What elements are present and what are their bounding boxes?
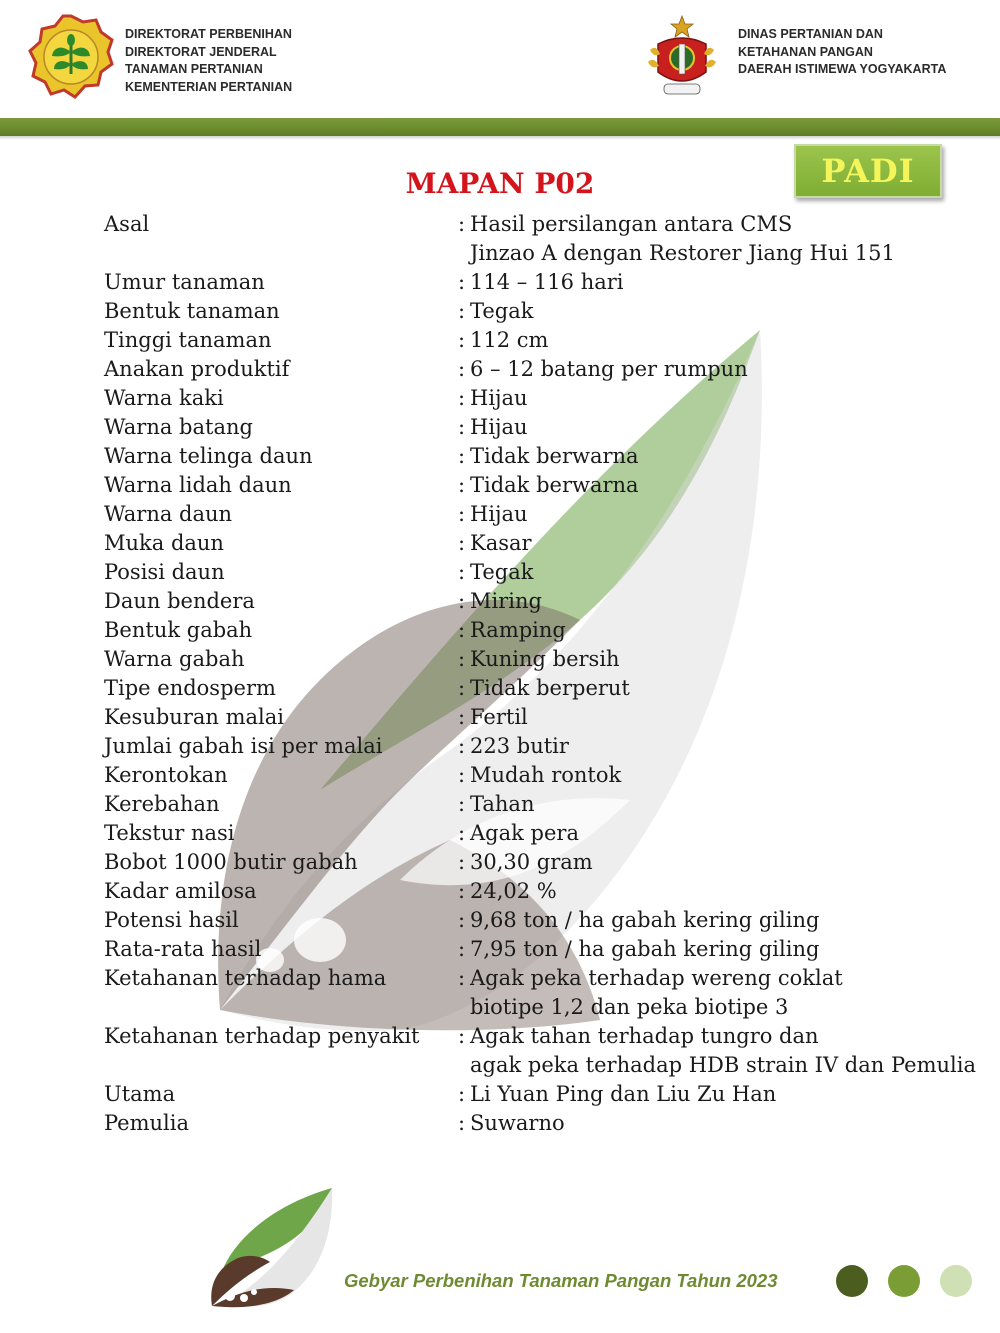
spec-value [470,442,984,471]
spec-value [470,703,984,732]
spec-value [470,413,984,442]
spec-label: Kerontokan [104,763,228,787]
spec-value [470,1109,984,1138]
spec-label: Ketahanan terhadap hama [104,966,387,990]
spec-value [470,790,984,819]
spec-label: Jumlai gabah isi per malai [104,734,383,758]
spec-value-line: 24,02 % [470,879,557,903]
spec-label: Daun bendera [104,589,255,613]
spec-label: Muka daun [104,531,224,555]
footer-dot-light [940,1265,972,1297]
spec-separator: : [458,270,466,294]
spec-separator: : [458,676,466,700]
spec-row [104,674,984,703]
spec-row [104,877,984,906]
spec-row [104,732,984,761]
spec-value [470,268,984,297]
spec-value-line: Suwarno [470,1111,565,1135]
spec-value [470,616,984,645]
spec-row [104,326,984,355]
spec-value [470,1080,984,1109]
spec-label: Asal [104,212,150,236]
spec-separator: : [458,328,466,352]
spec-value [470,500,984,529]
spec-row [104,1022,984,1080]
spec-value-line: Agak peka terhadap wereng coklat [470,966,843,990]
left-org-line-3: TANAMAN PERTANIAN [125,62,263,76]
spec-row [104,500,984,529]
spec-value-line: Agak tahan terhadap tungro dan [470,1024,819,1048]
spec-value [470,326,984,355]
spec-separator: : [458,444,466,468]
spec-row [104,384,984,413]
spec-separator: : [458,705,466,729]
spec-label: Ketahanan terhadap penyakit [104,1024,420,1048]
footer-leaf-logo-icon [208,1186,338,1310]
spec-value-line: Kuning bersih [470,647,620,671]
spec-separator: : [458,299,466,323]
spec-row [104,268,984,297]
spec-label: Potensi hasil [104,908,239,932]
spec-value [470,848,984,877]
spec-value-line: agak peka terhadap HDB strain IV dan Pemulia [470,1053,976,1077]
spec-value-line: Fertil [470,705,528,729]
spec-row [104,616,984,645]
right-org-line-2: KETAHANAN PANGAN [738,44,873,59]
spec-separator: : [458,212,466,236]
spec-value-line: Tidak berwarna [470,473,639,497]
spec-value [470,558,984,587]
spec-value [470,529,984,558]
spec-value-line: Tidak berwarna [470,444,639,468]
spec-value-line: Jinzao A dengan Restorer Jiang Hui 151 [470,241,895,265]
spec-row [104,471,984,500]
spec-row [104,355,984,384]
spec-row [104,1109,984,1138]
spec-value-line: Mudah rontok [470,763,622,787]
spec-value [470,471,984,500]
spec-label: Tipe endosperm [104,676,276,700]
spec-value-line: Hasil persilangan antara CMS [470,212,793,236]
left-org-line-2: DIREKTORAT JENDERAL [125,44,277,59]
spec-value-line: Li Yuan Ping dan Liu Zu Han [470,1082,777,1106]
spec-label: Posisi daun [104,560,225,584]
spec-value [470,935,984,964]
spec-label: Warna kaki [104,386,224,410]
specification-list [104,210,984,1138]
spec-separator: : [458,647,466,671]
spec-row [104,558,984,587]
variety-title: MAPAN P02 [405,167,595,200]
footer-dot-dark [836,1265,868,1297]
spec-separator: : [458,357,466,381]
spec-row [104,645,984,674]
spec-separator: : [458,560,466,584]
spec-label: Warna batang [104,415,253,439]
spec-row [104,964,984,1022]
spec-value-line: 114 – 116 hari [470,270,624,294]
spec-label: Warna daun [104,502,233,526]
spec-row [104,935,984,964]
spec-value [470,964,984,1022]
spec-value-line: Agak pera [470,821,579,845]
spec-value-line: 112 cm [470,328,549,352]
page-header [0,0,1000,118]
spec-label: Rata-rata hasil [104,937,262,961]
spec-value-line: Hijau [470,502,528,526]
right-org-line-3: DAERAH ISTIMEWA YOGYAKARTA [738,62,947,76]
spec-value [470,384,984,413]
spec-label: Anakan produktif [104,357,290,381]
padi-badge-label: PADI [821,152,915,190]
spec-label: Warna gabah [104,647,245,671]
spec-separator: : [458,1024,466,1048]
spec-separator: : [458,792,466,816]
spec-value [470,355,984,384]
spec-separator: : [458,966,466,990]
spec-value-line: Tahan [470,792,535,816]
spec-separator: : [458,763,466,787]
spec-value [470,819,984,848]
spec-row [104,848,984,877]
spec-value-line: 223 butir [470,734,569,758]
spec-value-line: 6 – 12 batang per rumpun [470,357,748,381]
spec-label: Kadar amilosa [104,879,257,903]
spec-separator: : [458,618,466,642]
spec-row [104,703,984,732]
spec-value [470,1022,984,1080]
spec-value-line: biotipe 1,2 dan peka biotipe 3 [470,995,789,1019]
spec-label: Warna lidah daun [104,473,292,497]
spec-value [470,877,984,906]
spec-separator: : [458,386,466,410]
spec-value-line: Tegak [470,560,534,584]
spec-row [104,529,984,558]
spec-label: Tinggi tanaman [104,328,272,352]
spec-separator: : [458,502,466,526]
footer-event-text: Gebyar Perbenihan Tanaman Pangan Tahun 2023 [344,1270,778,1291]
spec-separator: : [458,850,466,874]
spec-label: Bentuk gabah [104,618,253,642]
spec-row [104,906,984,935]
spec-row [104,761,984,790]
spec-label: Tekstur nasi [104,821,235,845]
spec-value-line: Hijau [470,415,528,439]
right-organization-name [738,26,946,79]
spec-value-line: Tegak [470,299,534,323]
spec-row [104,819,984,848]
spec-value [470,210,984,268]
spec-value [470,761,984,790]
spec-value [470,674,984,703]
spec-value [470,587,984,616]
spec-label: Umur tanaman [104,270,265,294]
spec-value-line: Tidak berperut [470,676,630,700]
yogyakarta-crest-logo [646,14,718,102]
spec-value [470,645,984,674]
spec-label: Bobot 1000 butir gabah [104,850,358,874]
spec-row [104,413,984,442]
spec-separator: : [458,821,466,845]
spec-separator: : [458,1082,466,1106]
header-divider-band [0,118,1000,136]
left-org-line-1: DIREKTORAT PERBENIHAN [125,27,292,41]
spec-label: Kerebahan [104,792,220,816]
spec-label: Warna telinga daun [104,444,313,468]
spec-value-line: Ramping [470,618,566,642]
spec-label: Kesuburan malai [104,705,284,729]
spec-row [104,210,984,268]
spec-value-line: Hijau [470,386,528,410]
spec-value [470,906,984,935]
spec-separator: : [458,908,466,932]
spec-value-line: Miring [470,589,542,613]
kementerian-pertanian-logo [28,14,114,100]
right-org-line-1: DINAS PERTANIAN DAN [738,27,883,41]
spec-label: Utama [104,1082,176,1106]
spec-separator: : [458,1111,466,1135]
spec-separator: : [458,473,466,497]
spec-separator: : [458,734,466,758]
footer-dot-medium [888,1265,920,1297]
spec-value-line: 9,68 ton / ha gabah kering giling [470,908,820,932]
spec-separator: : [458,937,466,961]
spec-row [104,442,984,471]
spec-separator: : [458,589,466,613]
spec-value-line: Kasar [470,531,532,555]
spec-row [104,297,984,326]
spec-separator: : [458,415,466,439]
spec-row [104,790,984,819]
spec-separator: : [458,531,466,555]
spec-row [104,587,984,616]
left-organization-name [125,26,292,96]
spec-value [470,732,984,761]
spec-value-line: 7,95 ton / ha gabah kering giling [470,937,820,961]
spec-row [104,1080,984,1109]
spec-value [470,297,984,326]
spec-label: Bentuk tanaman [104,299,280,323]
spec-label: Pemulia [104,1111,190,1135]
spec-separator: : [458,879,466,903]
left-org-line-4: KEMENTERIAN PERTANIAN [125,79,293,94]
spec-value-line: 30,30 gram [470,850,593,874]
